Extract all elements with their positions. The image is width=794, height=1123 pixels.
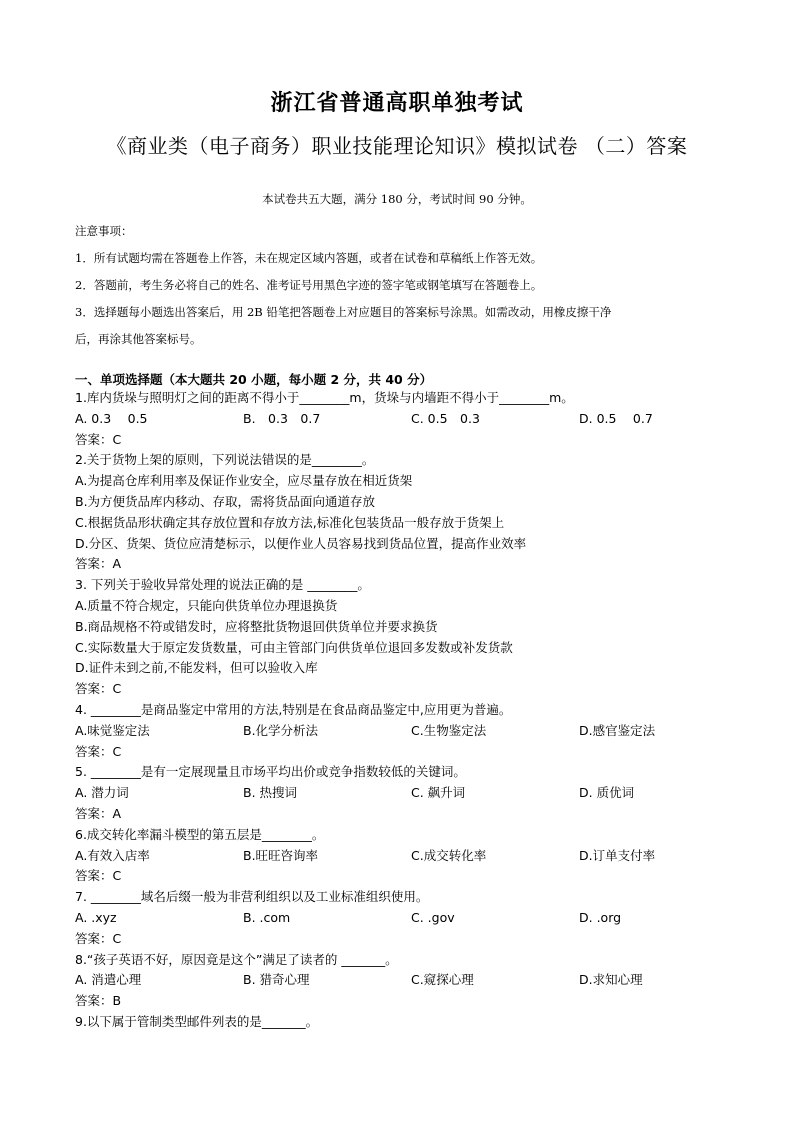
option-row: [75, 721, 725, 742]
note-item: 3．选择题每小题选出答案后，用 2B 铅笔把答题卷上对应题目的答案标号涂黑。如需改动，用橡皮擦干净: [75, 305, 612, 319]
option-row: [75, 970, 725, 991]
option-line: D.证件未到之前,不能发料，但可以验收入库: [75, 660, 318, 676]
question-list: [75, 388, 725, 1033]
question-stem: 5. ________是有一定展现量且市场平均出价或竞争指数较低的关键词。: [75, 764, 466, 780]
exam-intro: 本试卷共五大题，满分 180 分，考试时间 90 分钟。: [262, 192, 532, 206]
option: D. 0.5 0.7: [579, 410, 653, 426]
option: A.有效入店率: [75, 847, 150, 863]
option-line: B.商品规格不符或错发时，应将整批货物退回供货单位并要求换货: [75, 618, 438, 634]
option: D.感官鉴定法: [579, 722, 656, 738]
answer-line: 答案：C: [75, 930, 122, 946]
option: C. .gov: [411, 909, 455, 925]
option: C. 飙升词: [411, 785, 466, 801]
answer-line: 答案：C: [75, 743, 122, 759]
option-line: A.为提高仓库利用率及保证作业安全，应尽量存放在相近货架: [75, 473, 413, 489]
option: C.成交转化率: [411, 847, 487, 863]
note-item: 后，再涂其他答案标号。: [75, 332, 202, 346]
option-row: [75, 783, 725, 804]
question-stem: 4. ________是商品鉴定中常用的方法,特别是在食品商品鉴定中,应用更为普遍。: [75, 701, 512, 717]
question-stem: 8.“孩子英语不好，原因竟是这个”满足了读者的 _______。: [75, 951, 398, 967]
option: D.求知心理: [579, 972, 643, 988]
option: A. 潜力词: [75, 785, 129, 801]
answer-line: 答案：A: [75, 556, 122, 572]
option-row: [75, 409, 725, 430]
option: D. .org: [579, 909, 622, 925]
option-row: [75, 846, 725, 867]
answer-line: 答案：C: [75, 868, 122, 884]
answer-line: 答案：C: [75, 681, 122, 697]
question-stem: 1.库内货垛与照明灯之间的距离不得小于________m，货垛与内墙距不得小于________m。: [75, 390, 574, 405]
option: D. 质优词: [579, 785, 635, 801]
answer-line: 答案：B: [75, 993, 122, 1009]
question-stem: 6.成交转化率漏斗模型的第五层是________。: [75, 826, 325, 842]
answer-line: 答案：C: [75, 431, 122, 447]
option-line: B.为方便货品库内移动、存取，需将货品面向通道存放: [75, 493, 376, 509]
option: B. 猎奇心理: [243, 972, 310, 988]
option: A. 0.3 0.5: [75, 410, 148, 426]
option: B. .com: [243, 909, 291, 925]
option-line: A.质量不符合规定，只能向供货单位办理退换货: [75, 597, 338, 613]
option-row: [75, 908, 725, 929]
option: A. .xyz: [75, 909, 117, 925]
question-stem: 9.以下属于管制类型邮件列表的是_______。: [75, 1013, 319, 1029]
option: A.味觉鉴定法: [75, 722, 150, 738]
option: C.生物鉴定法: [411, 722, 487, 738]
option: C.窥探心理: [411, 972, 474, 988]
question-stem: 3. 下列关于验收异常处理的说法正确的是 ________。: [75, 577, 370, 593]
notes-heading: 注意事项：: [75, 224, 133, 238]
note-item: 2．答题前，考生务必将自己的姓名、准考证号用黑色字迹的签字笔或钢笔填写在答题卷上。: [75, 278, 543, 292]
option: B. 0.3 0.7: [243, 410, 321, 426]
option-line: C.实际数量大于原定发货数量，可由主管部门向供货单位退回多发数或补发货款: [75, 639, 513, 655]
question-stem: 7. ________域名后缀一般为非营利组织以及工业标准组织使用。: [75, 889, 429, 905]
notes-block: [75, 218, 725, 353]
option: B.化学分析法: [243, 722, 319, 738]
page-title: 浙江省普通高职单独考试: [270, 91, 524, 116]
option: A. 消遣心理: [75, 972, 142, 988]
option: B. 热搜词: [243, 785, 298, 801]
page-subtitle: 《商业类（电子商务）职业技能理论知识》模拟试卷 （二）答案: [106, 134, 688, 158]
answer-line: 答案：A: [75, 805, 122, 821]
option-line: D.分区、货架、货位应清楚标示，以便作业人员容易找到货品位置，提高作业效率: [75, 535, 527, 551]
section-heading: 一、单项选择题（本大题共 20 小题，每小题 2 分，共 40 分）: [75, 372, 433, 387]
option-line: C.根据货品形状确定其存放位置和存放方法,标准化包装货品一般存放于货架上: [75, 514, 505, 530]
note-item: 1．所有试题均需在答题卷上作答，未在规定区域内答题，或者在试卷和草稿纸上作答无效。: [75, 251, 543, 265]
question-stem: 2.关于货物上架的原则，下列说法错误的是________。: [75, 452, 375, 468]
option: B.旺旺咨询率: [243, 847, 319, 863]
option: C. 0.5 0.3: [411, 410, 480, 426]
option: D.订单支付率: [579, 847, 656, 863]
